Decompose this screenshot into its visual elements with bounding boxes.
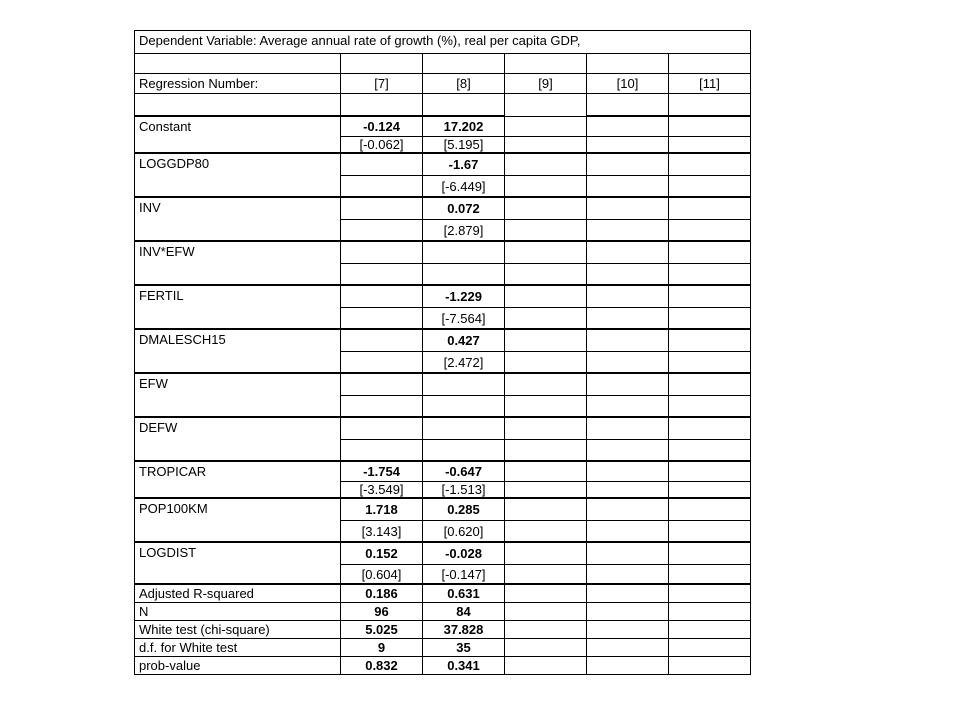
blank-cell xyxy=(341,54,423,74)
coefficient-cell xyxy=(341,330,423,352)
coefficient-cell xyxy=(669,462,751,482)
statistic-value xyxy=(505,657,587,675)
blank-cell xyxy=(423,54,505,74)
statistic-value xyxy=(669,639,751,657)
standard-error-cell xyxy=(505,264,587,286)
coefficient-cell xyxy=(423,418,505,440)
blank-cell xyxy=(505,94,587,117)
statistic-value: 5.025 xyxy=(341,621,423,639)
statistic-value xyxy=(669,621,751,639)
variable-name-continuation xyxy=(135,396,341,418)
coefficient-cell xyxy=(587,462,669,482)
variable-se-row xyxy=(135,482,751,499)
standard-error-cell xyxy=(341,220,423,242)
variable-coef-row xyxy=(135,330,751,352)
statistic-name: White test (chi-square) xyxy=(135,621,341,639)
variable-name: INV xyxy=(135,198,341,220)
variable-name: DEFW xyxy=(135,418,341,440)
statistic-value xyxy=(505,585,587,603)
statistic-value: 0.832 xyxy=(341,657,423,675)
standard-error-cell xyxy=(505,137,587,154)
variable-name-continuation xyxy=(135,521,341,543)
statistic-name: prob-value xyxy=(135,657,341,675)
coefficient-cell xyxy=(505,543,587,565)
standard-error-cell xyxy=(669,396,751,418)
standard-error-cell: [-6.449] xyxy=(423,176,505,198)
coefficient-cell xyxy=(587,418,669,440)
variable-name: FERTIL xyxy=(135,286,341,308)
coefficient-cell xyxy=(669,286,751,308)
statistic-value xyxy=(587,657,669,675)
coefficient-cell xyxy=(341,286,423,308)
variable-name-continuation xyxy=(135,176,341,198)
coefficient-cell xyxy=(587,543,669,565)
statistic-value xyxy=(587,585,669,603)
coefficient-cell: -0.028 xyxy=(423,543,505,565)
blank-cell xyxy=(135,94,341,117)
standard-error-cell xyxy=(587,264,669,286)
standard-error-cell xyxy=(505,396,587,418)
statistic-value: 0.341 xyxy=(423,657,505,675)
variable-name-continuation xyxy=(135,220,341,242)
standard-error-cell xyxy=(587,176,669,198)
coefficient-cell: -0.647 xyxy=(423,462,505,482)
variable-name-continuation xyxy=(135,264,341,286)
blank-cell xyxy=(669,94,751,117)
coefficient-cell xyxy=(669,543,751,565)
variable-se-row xyxy=(135,308,751,330)
statistic-name: d.f. for White test xyxy=(135,639,341,657)
regression-number-label: Regression Number: xyxy=(135,74,341,94)
coefficient-cell xyxy=(587,499,669,521)
standard-error-cell xyxy=(423,264,505,286)
coefficient-cell xyxy=(341,198,423,220)
variable-name-continuation xyxy=(135,137,341,154)
variable-coef-row xyxy=(135,418,751,440)
standard-error-cell: [5.195] xyxy=(423,137,505,154)
coefficient-cell xyxy=(505,198,587,220)
standard-error-cell xyxy=(423,396,505,418)
title-row xyxy=(135,31,751,54)
standard-error-cell xyxy=(587,565,669,585)
coefficient-cell xyxy=(587,330,669,352)
coefficient-cell xyxy=(505,154,587,176)
coefficient-cell xyxy=(669,117,751,137)
variable-se-row xyxy=(135,521,751,543)
variable-coef-row xyxy=(135,543,751,565)
statistic-value xyxy=(587,639,669,657)
coefficient-cell xyxy=(341,418,423,440)
statistic-value: 37.828 xyxy=(423,621,505,639)
coefficient-cell xyxy=(669,418,751,440)
variable-coef-row xyxy=(135,154,751,176)
statistic-value: 35 xyxy=(423,639,505,657)
standard-error-cell xyxy=(587,308,669,330)
variable-coef-row xyxy=(135,242,751,264)
coefficient-cell: -1.754 xyxy=(341,462,423,482)
coefficient-cell: 0.285 xyxy=(423,499,505,521)
variable-se-row xyxy=(135,176,751,198)
blank-row xyxy=(135,94,751,117)
variable-coef-row xyxy=(135,117,751,137)
variable-name: DMALESCH15 xyxy=(135,330,341,352)
standard-error-cell xyxy=(669,565,751,585)
standard-error-cell xyxy=(505,220,587,242)
standard-error-cell xyxy=(341,352,423,374)
variable-name-continuation xyxy=(135,565,341,585)
column-header: [11] xyxy=(669,74,751,94)
statistic-row xyxy=(135,621,751,639)
variable-rows xyxy=(135,117,751,585)
standard-error-cell xyxy=(669,264,751,286)
coefficient-cell: -0.124 xyxy=(341,117,423,137)
standard-error-cell: [-3.549] xyxy=(341,482,423,499)
standard-error-cell xyxy=(587,521,669,543)
coefficient-cell xyxy=(587,374,669,396)
statistic-name: Adjusted R-squared xyxy=(135,585,341,603)
variable-name: EFW xyxy=(135,374,341,396)
variable-se-row xyxy=(135,396,751,418)
standard-error-cell: [2.472] xyxy=(423,352,505,374)
statistics-rows xyxy=(135,585,751,675)
variable-coef-row xyxy=(135,198,751,220)
variable-coef-row xyxy=(135,462,751,482)
variable-se-row xyxy=(135,440,751,462)
variable-name: Constant xyxy=(135,117,341,137)
standard-error-cell xyxy=(587,137,669,154)
variable-se-row xyxy=(135,220,751,242)
statistic-value xyxy=(505,639,587,657)
variable-name-continuation xyxy=(135,352,341,374)
coefficient-cell xyxy=(505,418,587,440)
standard-error-cell: [3.143] xyxy=(341,521,423,543)
standard-error-cell xyxy=(505,176,587,198)
coefficient-cell xyxy=(423,242,505,264)
variable-name-continuation xyxy=(135,308,341,330)
column-header: [10] xyxy=(587,74,669,94)
coefficient-cell xyxy=(669,330,751,352)
standard-error-cell xyxy=(587,440,669,462)
standard-error-cell xyxy=(423,440,505,462)
blank-cell xyxy=(669,54,751,74)
standard-error-cell xyxy=(669,440,751,462)
standard-error-cell: [0.604] xyxy=(341,565,423,585)
variable-coef-row xyxy=(135,499,751,521)
coefficient-cell xyxy=(505,462,587,482)
standard-error-cell xyxy=(587,220,669,242)
standard-error-cell: [-0.147] xyxy=(423,565,505,585)
statistic-value xyxy=(669,585,751,603)
coefficient-cell xyxy=(505,286,587,308)
variable-se-row xyxy=(135,352,751,374)
variable-coef-row xyxy=(135,286,751,308)
statistic-value xyxy=(587,603,669,621)
coefficient-cell xyxy=(505,499,587,521)
standard-error-cell xyxy=(505,352,587,374)
blank-cell xyxy=(505,54,587,74)
coefficient-cell: -1.229 xyxy=(423,286,505,308)
standard-error-cell xyxy=(669,521,751,543)
coefficient-cell xyxy=(505,330,587,352)
blank-cell xyxy=(341,94,423,117)
coefficient-cell xyxy=(505,242,587,264)
coefficient-cell xyxy=(669,154,751,176)
standard-error-cell xyxy=(341,396,423,418)
standard-error-cell xyxy=(505,482,587,499)
standard-error-cell xyxy=(669,352,751,374)
coefficient-cell xyxy=(669,499,751,521)
standard-error-cell xyxy=(669,308,751,330)
coefficient-cell xyxy=(341,242,423,264)
statistic-row xyxy=(135,585,751,603)
statistic-row xyxy=(135,603,751,621)
variable-se-row xyxy=(135,565,751,585)
coefficient-cell xyxy=(587,154,669,176)
coefficient-cell: 0.427 xyxy=(423,330,505,352)
standard-error-cell: [-1.513] xyxy=(423,482,505,499)
standard-error-cell: [-0.062] xyxy=(341,137,423,154)
statistic-value: 0.186 xyxy=(341,585,423,603)
statistic-value xyxy=(505,603,587,621)
statistic-value: 0.631 xyxy=(423,585,505,603)
standard-error-cell xyxy=(505,521,587,543)
blank-row xyxy=(135,54,751,74)
coefficient-cell xyxy=(669,374,751,396)
variable-se-row xyxy=(135,137,751,154)
coefficient-cell xyxy=(669,198,751,220)
standard-error-cell xyxy=(669,176,751,198)
standard-error-cell xyxy=(341,308,423,330)
coefficient-cell xyxy=(341,374,423,396)
statistic-value xyxy=(669,603,751,621)
standard-error-cell xyxy=(669,482,751,499)
statistic-row xyxy=(135,639,751,657)
column-header: [8] xyxy=(423,74,505,94)
coefficient-cell: -1.67 xyxy=(423,154,505,176)
header-row xyxy=(135,74,751,94)
variable-name: LOGGDP80 xyxy=(135,154,341,176)
standard-error-cell xyxy=(669,137,751,154)
variable-name: POP100KM xyxy=(135,499,341,521)
regression-table xyxy=(134,30,751,675)
coefficient-cell xyxy=(341,154,423,176)
standard-error-cell: [0.620] xyxy=(423,521,505,543)
coefficient-cell xyxy=(669,242,751,264)
column-header: [9] xyxy=(505,74,587,94)
statistic-row xyxy=(135,657,751,675)
standard-error-cell xyxy=(587,482,669,499)
standard-error-cell xyxy=(505,440,587,462)
standard-error-cell xyxy=(505,565,587,585)
statistic-value: 96 xyxy=(341,603,423,621)
coefficient-cell xyxy=(587,198,669,220)
standard-error-cell xyxy=(587,352,669,374)
statistic-value xyxy=(587,621,669,639)
blank-cell xyxy=(135,54,341,74)
table-title: Dependent Variable: Average annual rate of growth (%), real per capita GDP, xyxy=(135,31,751,54)
coefficient-cell: 17.202 xyxy=(423,117,505,137)
statistic-value xyxy=(505,621,587,639)
variable-name-continuation xyxy=(135,482,341,499)
blank-cell xyxy=(423,94,505,117)
variable-name: TROPICAR xyxy=(135,462,341,482)
standard-error-cell: [-7.564] xyxy=(423,308,505,330)
standard-error-cell xyxy=(341,176,423,198)
coefficient-cell xyxy=(587,286,669,308)
variable-coef-row xyxy=(135,374,751,396)
coefficient-cell xyxy=(423,374,505,396)
statistic-value: 9 xyxy=(341,639,423,657)
standard-error-cell xyxy=(587,396,669,418)
coefficient-cell: 0.072 xyxy=(423,198,505,220)
coefficient-cell: 1.718 xyxy=(341,499,423,521)
coefficient-cell xyxy=(587,242,669,264)
coefficient-cell: 0.152 xyxy=(341,543,423,565)
standard-error-cell xyxy=(341,264,423,286)
statistic-name: N xyxy=(135,603,341,621)
standard-error-cell xyxy=(341,440,423,462)
standard-error-cell xyxy=(505,308,587,330)
statistic-value: 84 xyxy=(423,603,505,621)
column-header: [7] xyxy=(341,74,423,94)
statistic-value xyxy=(669,657,751,675)
coefficient-cell xyxy=(505,374,587,396)
standard-error-cell: [2.879] xyxy=(423,220,505,242)
variable-name-continuation xyxy=(135,440,341,462)
variable-se-row xyxy=(135,264,751,286)
coefficient-cell xyxy=(587,117,669,137)
blank-cell xyxy=(587,54,669,74)
variable-name: INV*EFW xyxy=(135,242,341,264)
variable-name: LOGDIST xyxy=(135,543,341,565)
coefficient-cell xyxy=(505,117,587,137)
blank-cell xyxy=(587,94,669,117)
standard-error-cell xyxy=(669,220,751,242)
